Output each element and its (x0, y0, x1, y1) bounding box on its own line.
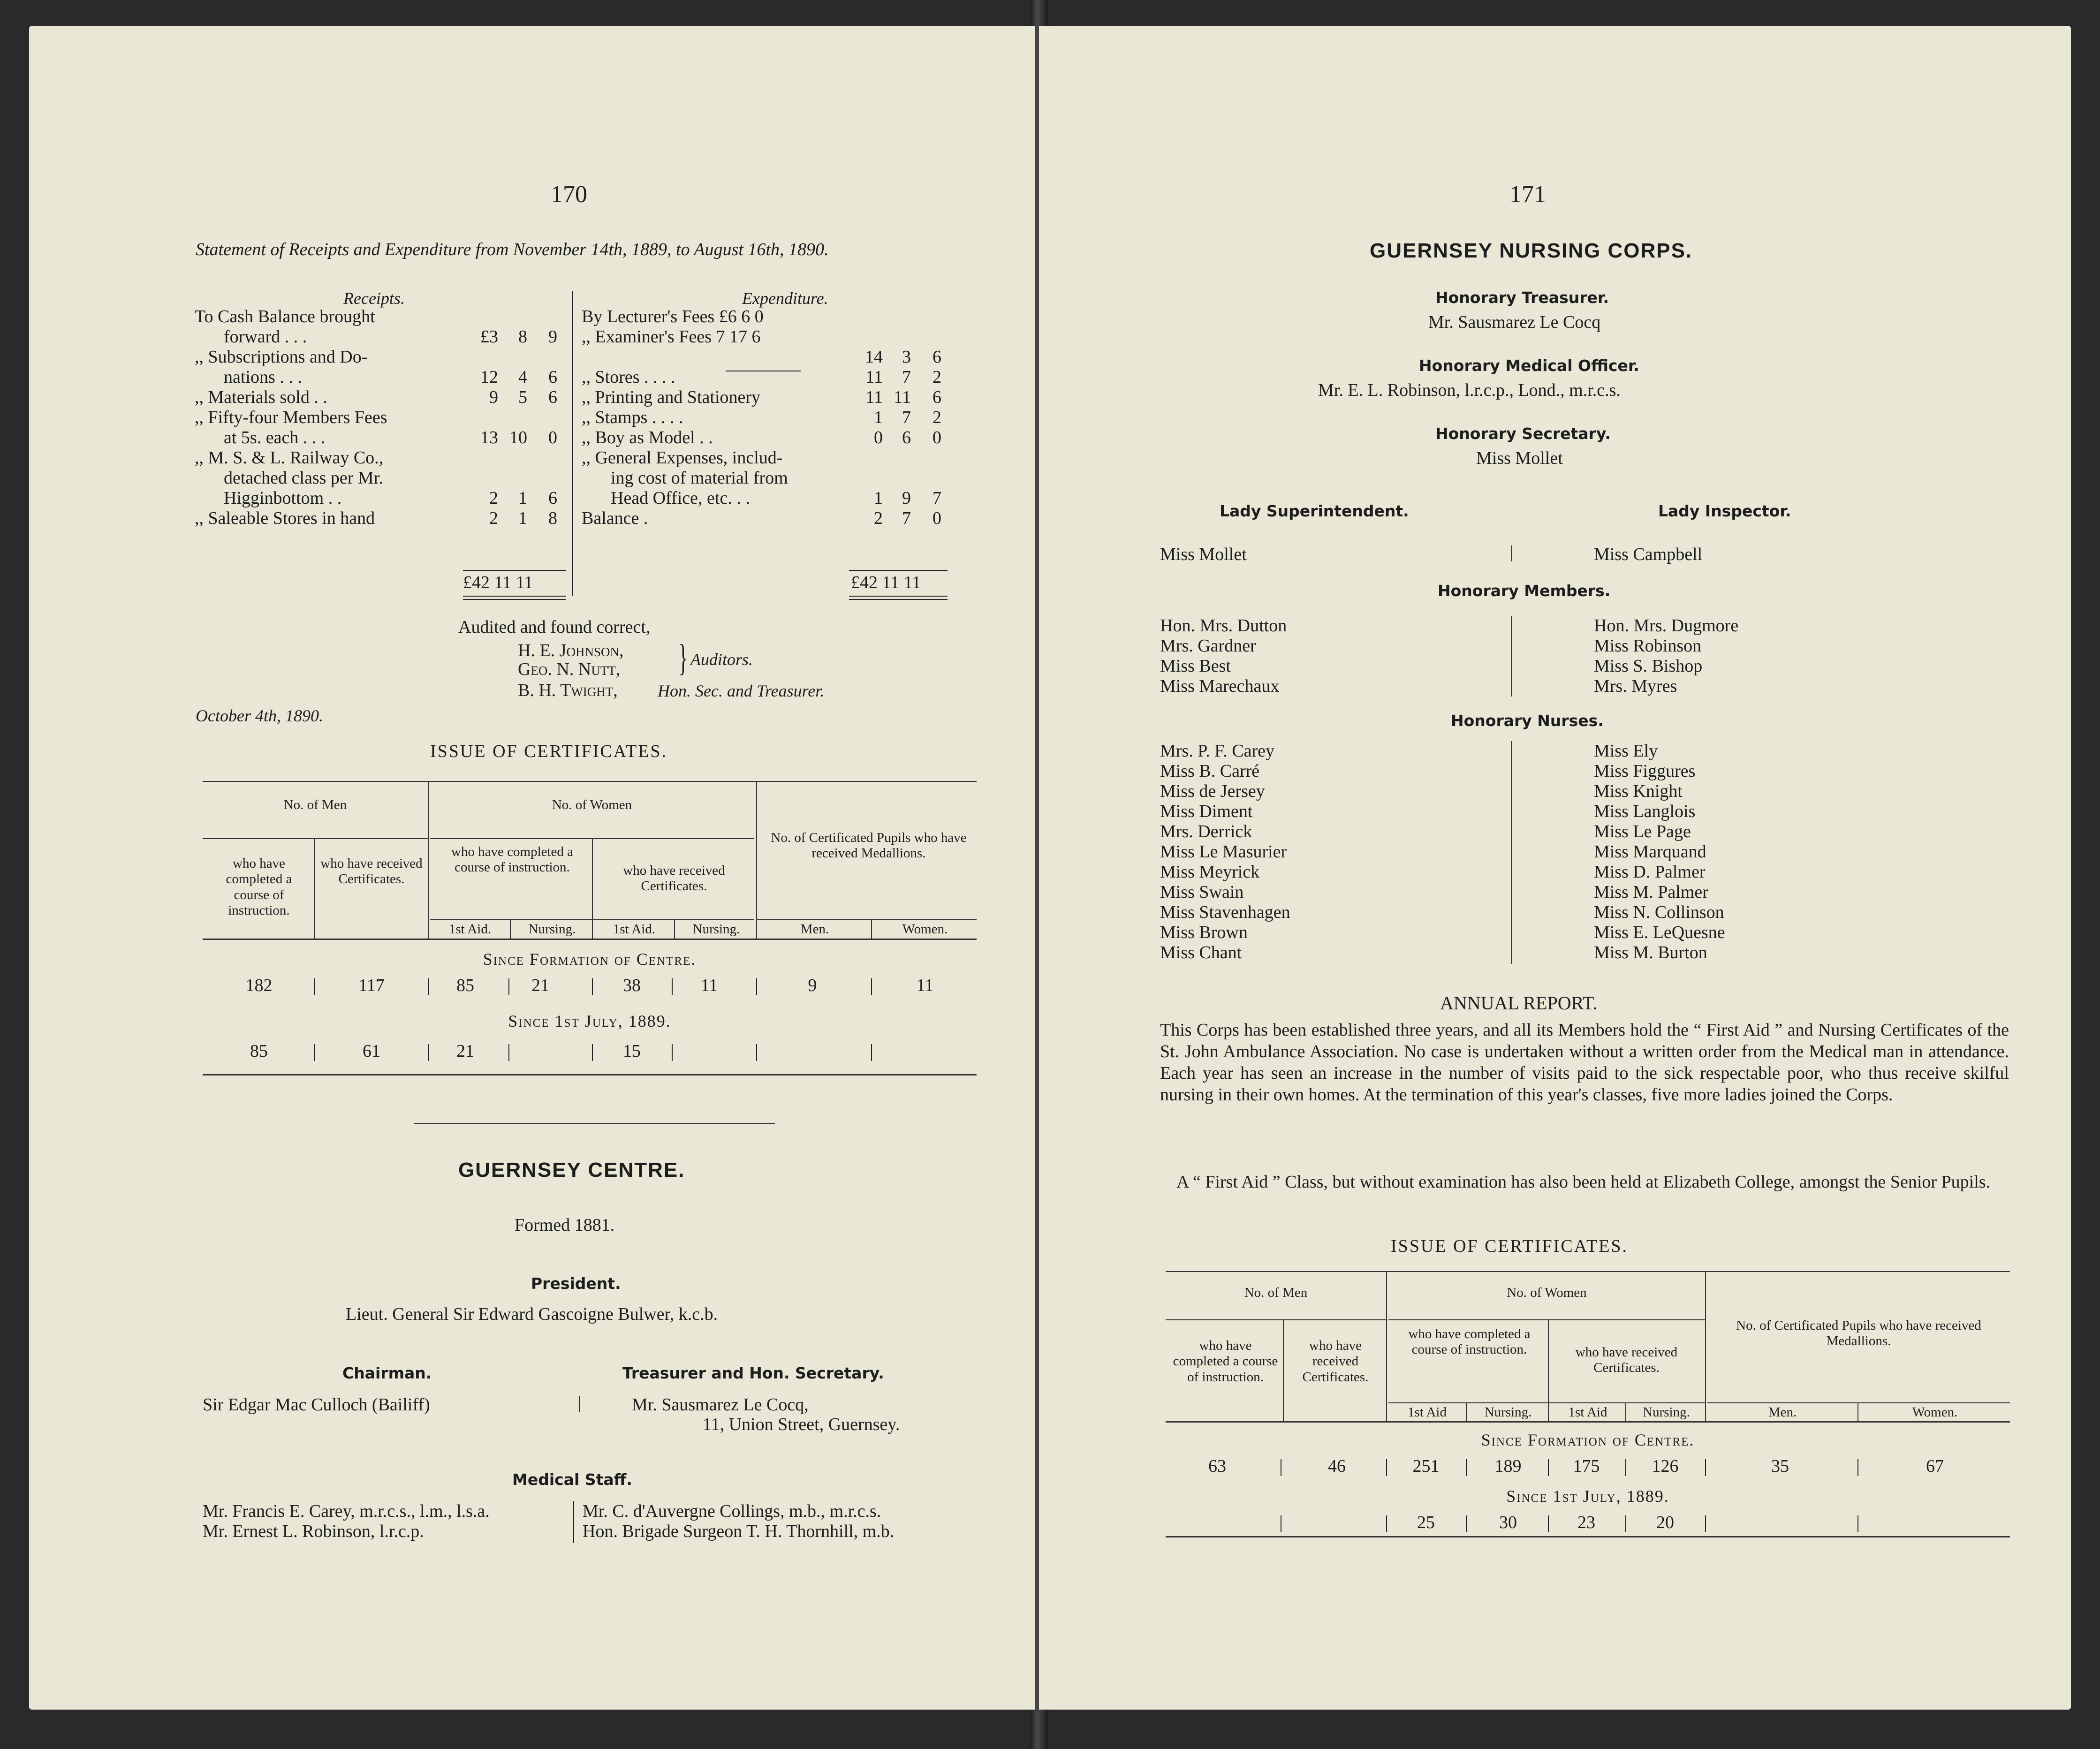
cell-separator (756, 978, 757, 995)
amount-shillings: 11 (894, 387, 911, 407)
men-medallions-header: Men. (800, 922, 829, 937)
amount-pence: 6 (548, 367, 557, 387)
amount-pence: 2 (932, 367, 941, 387)
list-item: Mrs. Derrick (1160, 822, 1252, 841)
table-cell: 46 (1328, 1456, 1346, 1476)
women-completed-header: who have completed a course of instruction. (451, 844, 574, 875)
amount-pence: 6 (932, 347, 941, 367)
hon-members-right-list (1594, 616, 1738, 697)
completed-course-header: who have completed a course of instruction. (1173, 1338, 1278, 1385)
amount-pounds: 11 (865, 367, 883, 387)
amount-pounds: 1 (874, 408, 883, 427)
expenditure-total-rule (849, 596, 948, 597)
since-formation-label: Since Formation of Centre. (483, 950, 697, 969)
certificates-table (203, 781, 977, 1081)
table-cell: 11 (916, 976, 934, 995)
amount-pence: 6 (548, 387, 557, 407)
account-line-label: at 5s. each . . . (224, 428, 326, 447)
annual-report-heading: ANNUAL REPORT. (1440, 992, 1598, 1014)
column-divider (1511, 616, 1512, 697)
cell-separator (1705, 1515, 1706, 1532)
medallions-header: No. of Certificated Pupils who have received Medallions. (1736, 1318, 1981, 1349)
since-july-label: Since 1st July, 1889. (1506, 1487, 1669, 1506)
receipts-heading: Receipts. (343, 289, 405, 308)
certificates-table (1166, 1271, 2010, 1538)
auditor-name: Geo. N. Nutt, (518, 659, 621, 679)
table-cell: 251 (1412, 1456, 1440, 1476)
women-medallions-header: Women. (902, 922, 948, 937)
audited-statement: Audited and found correct, (458, 617, 651, 637)
table-cell: 25 (1417, 1513, 1435, 1532)
receipts-total: £42 11 11 (463, 573, 533, 592)
amount-pence: 0 (932, 508, 941, 528)
list-item: Miss Diment (1160, 802, 1253, 821)
cell-separator (1466, 1459, 1467, 1476)
cell-separator (428, 1044, 429, 1061)
certificates-title: ISSUE OF CERTIFICATES. (430, 742, 668, 761)
amount-pounds: £3 (480, 327, 498, 347)
lady-superintendent-heading: Lady Superintendent. (1220, 502, 1409, 520)
amount-pounds: 2 (874, 508, 883, 528)
list-item: Hon. Mrs. Dutton (1160, 616, 1287, 636)
guernsey-centre-title: GUERNSEY CENTRE. (458, 1158, 685, 1181)
amount-shillings: 1 (518, 508, 527, 528)
expenditure-heading: Expenditure. (742, 289, 828, 308)
cell-separator (592, 978, 593, 995)
hon-nurses-heading: Honorary Nurses. (1451, 712, 1604, 730)
list-item: Mrs. Gardner (1160, 636, 1256, 656)
cell-separator (1548, 1515, 1549, 1532)
amount-pence: 8 (548, 508, 557, 528)
amount-pounds: 2 (489, 508, 498, 528)
women-received-header: who have received Certificates. (623, 863, 725, 894)
amount-shillings: 7 (902, 367, 911, 387)
cell-separator (871, 1044, 872, 1061)
list-item: Miss Figgures (1594, 761, 1696, 781)
amount-shillings: 7 (902, 508, 911, 528)
list-item: Miss Swain (1160, 882, 1244, 902)
table-cell: 38 (623, 976, 641, 995)
table-cell: 20 (1656, 1513, 1674, 1532)
account-line-label: ,, Examiner's Fees 7 17 6 (582, 327, 761, 347)
table-cell: 117 (358, 976, 385, 995)
nursing-header: Nursing. (1643, 1405, 1690, 1420)
cell-separator (1466, 1515, 1467, 1532)
right-page (1039, 26, 2071, 1710)
nursing-header: Nursing. (528, 922, 576, 937)
table-cell: 126 (1652, 1456, 1679, 1476)
women-completed-header: who have completed a course of instruction. (1408, 1326, 1531, 1357)
list-item: Miss Langlois (1594, 802, 1696, 821)
lady-superintendent-name: Miss Mollet (1160, 545, 1247, 564)
table-cell: 11 (700, 976, 718, 995)
column-divider (1511, 741, 1512, 964)
list-item: Miss B. Carré (1160, 761, 1260, 781)
left-page (29, 26, 1035, 1710)
table-cell: 85 (250, 1041, 268, 1061)
receipts-sum-rule (463, 570, 566, 571)
medical-staff-member: Mr. Ernest L. Robinson, l.r.c.p. (203, 1522, 424, 1541)
account-line-label: forward . . . (224, 327, 307, 347)
amount-pence: 0 (932, 428, 941, 447)
table-cell: 175 (1573, 1456, 1600, 1476)
receipts-total-rule (463, 596, 566, 597)
account-line-label: ,, Materials sold . . (195, 387, 327, 407)
section-divider (414, 1123, 775, 1124)
table-cell: 35 (1771, 1456, 1789, 1476)
women-medallions-header: Women. (1912, 1405, 1958, 1420)
cell-separator (508, 1044, 509, 1061)
medical-staff-member: Hon. Brigade Surgeon T. H. Thornhill, m.b. (583, 1522, 895, 1541)
cell-separator (508, 978, 509, 995)
amount-shillings: 5 (518, 387, 527, 407)
cell-separator (1705, 1459, 1706, 1476)
amount-pounds: 9 (489, 387, 498, 407)
chairman-heading: Chairman. (342, 1364, 432, 1382)
received-certs-header: who have received Certificates. (1302, 1338, 1369, 1385)
cell-separator (1625, 1459, 1626, 1476)
corps-title: GUERNSEY NURSING CORPS. (1370, 239, 1693, 262)
table-cell: 21 (456, 1041, 474, 1061)
hon-medical-heading: Honorary Medical Officer. (1419, 356, 1639, 375)
list-item: Miss Le Masurier (1160, 842, 1287, 862)
list-item: Miss D. Palmer (1594, 862, 1706, 882)
cell-separator (1386, 1459, 1387, 1476)
table-cell: 30 (1499, 1513, 1517, 1532)
hon-secretary-name: Miss Mollet (1476, 448, 1563, 468)
table-cell: 182 (245, 976, 273, 995)
list-item: Miss Chant (1160, 943, 1242, 962)
account-line-label: ing cost of material from (611, 468, 788, 488)
expenditure-sum-rule (849, 570, 948, 571)
hon-secretary-heading: Honorary Secretary. (1435, 424, 1611, 443)
first-aid-header: 1st Aid (1568, 1405, 1607, 1420)
divider (579, 1396, 580, 1412)
auditors-label: Auditors. (690, 650, 753, 669)
column-divider (572, 291, 573, 596)
account-line-label: ,, Subscriptions and Do- (195, 347, 368, 367)
women-received-header: who have received Certificates. (1575, 1345, 1678, 1376)
expenditure-total: £42 11 11 (851, 573, 921, 592)
men-medallions-header: Men. (1768, 1405, 1797, 1420)
auditor-name: H. E. Johnson, (518, 641, 624, 660)
cell-separator (672, 978, 673, 995)
hon-medical-name: Mr. E. L. Robinson, l.r.c.p., Lond., m.r.c.s. (1318, 380, 1621, 400)
first-aid-header: 1st Aid. (613, 922, 656, 937)
list-item: Miss Marquand (1594, 842, 1706, 862)
list-item: Miss Robinson (1594, 636, 1702, 656)
amount-pounds: 13 (480, 428, 498, 447)
table-cell: 9 (808, 976, 817, 995)
amount-shillings: 9 (902, 488, 911, 508)
cell-separator (756, 1044, 757, 1061)
cell-separator (428, 978, 429, 995)
nursing-header: Nursing. (692, 922, 740, 937)
list-item: Miss de Jersey (1160, 781, 1265, 801)
amount-shillings: 1 (518, 488, 527, 508)
expenditure-total-rule-2 (849, 599, 948, 600)
account-line-label: detached class per Mr. (224, 468, 383, 488)
medallions-header: No. of Certificated Pupils who have received Medallions. (771, 830, 967, 861)
amount-shillings: 7 (902, 408, 911, 427)
treasurer-address: 11, Union Street, Guernsey. (703, 1415, 900, 1434)
annual-report-paragraph: A “ First Aid ” Class, but without examination has also been held at Elizabeth College, amongst the Senior Pupils. (1176, 1172, 1991, 1192)
account-line-label: ,, Printing and Stationery (582, 387, 761, 407)
cell-separator (871, 978, 872, 995)
list-item: Miss Le Page (1594, 822, 1691, 841)
hon-treasurer-name: Mr. Sausmarez Le Cocq (1428, 312, 1601, 332)
amount-pounds: 0 (874, 428, 883, 447)
table-cell: 15 (623, 1041, 641, 1061)
list-item: Miss Knight (1594, 781, 1683, 801)
account-line-label: ,, Saleable Stores in hand (195, 508, 375, 528)
list-item: Hon. Mrs. Dugmore (1594, 616, 1739, 636)
receipts-total-rule-2 (463, 599, 566, 600)
cell-separator (314, 978, 315, 995)
cell-separator (592, 1044, 593, 1061)
amount-pence: 7 (932, 488, 941, 508)
account-line-label: ,, Stores . . . . (582, 367, 675, 387)
secretary-role: Hon. Sec. and Treasurer. (658, 681, 825, 700)
divider (573, 1501, 574, 1543)
account-line-label: Head Office, etc. . . (611, 488, 750, 508)
medical-staff-member: Mr. C. d'Auvergne Collings, m.b., m.r.c.s. (583, 1501, 881, 1521)
amount-pounds: 2 (489, 488, 498, 508)
amount-pence: 0 (548, 428, 557, 447)
amount-pounds: 1 (874, 488, 883, 508)
table-cell: 67 (1926, 1456, 1944, 1476)
amount-pounds: 12 (480, 367, 498, 387)
secretary-name: B. H. Twight, (518, 681, 618, 700)
medical-staff-member: Mr. Francis E. Carey, m.r.c.s., l.m., l.s.a. (203, 1501, 490, 1521)
page-number: 171 (1509, 181, 1546, 208)
account-line-label: ,, Boy as Model . . (582, 428, 713, 447)
account-line-label: To Cash Balance brought (195, 307, 375, 326)
women-header: No. of Women (552, 797, 632, 812)
president-heading: President. (531, 1274, 621, 1293)
page-number: 170 (551, 181, 587, 208)
first-aid-header: 1st Aid. (448, 922, 492, 937)
statement-title: Statement of Receipts and Expenditure from November 14th, 1889, to August 16th, 1890. (196, 240, 829, 259)
amount-pounds: 14 (865, 347, 883, 367)
cell-separator (1548, 1459, 1549, 1476)
hon-nurses-right-list (1594, 741, 1725, 963)
amount-pounds: 11 (865, 387, 883, 407)
treasurer-heading: Treasurer and Hon. Secretary. (622, 1364, 884, 1382)
list-item: Miss Ely (1594, 741, 1658, 761)
since-july-label: Since 1st July, 1889. (508, 1012, 671, 1030)
account-line-label: ,, Fifty-four Members Fees (195, 408, 387, 427)
list-item: Miss Brown (1160, 923, 1248, 942)
annual-report-paragraph: This Corps has been established three years, and all its Members hold the “ First Aid ” and Nursing Certificates of the St. John Ambulance Association. No case is undertaken without a written order from the Medical man in attendance. Each year has seen an increase in the number of visits paid to the sick respectable poor, who thus receive skilful nursing in their own homes. At the termination of this year's classes, five more ladies joined the Corps. (1160, 1020, 2009, 1105)
list-item: Miss M. Palmer (1594, 882, 1708, 902)
list-item: Miss N. Collinson (1594, 902, 1724, 922)
amount-pence: 9 (548, 327, 557, 347)
table-cell: 85 (456, 976, 474, 995)
cell-separator (1386, 1515, 1387, 1532)
medical-staff-heading: Medical Staff. (512, 1470, 632, 1489)
amount-shillings: 6 (902, 428, 911, 447)
first-aid-header: 1st Aid (1408, 1405, 1447, 1420)
certificates-title: ISSUE OF CERTIFICATES. (1391, 1236, 1629, 1256)
treasurer-name: Mr. Sausmarez Le Cocq, (632, 1395, 809, 1415)
since-formation-label: Since Formation of Centre. (1481, 1431, 1695, 1449)
cell-separator (1857, 1459, 1858, 1476)
lady-inspector-name: Miss Campbell (1594, 545, 1703, 564)
hon-members-heading: Honorary Members. (1438, 582, 1611, 600)
statement-date: October 4th, 1890. (196, 706, 323, 725)
list-item: Miss S. Bishop (1594, 656, 1703, 676)
formed-date: Formed 1881. (515, 1215, 615, 1235)
women-header: No. of Women (1507, 1285, 1587, 1300)
hon-treasurer-heading: Honorary Treasurer. (1435, 288, 1609, 307)
amount-pence: 2 (932, 408, 941, 427)
men-header: No. of Men (283, 797, 347, 812)
account-line-label: By Lecturer's Fees £6 6 0 (582, 307, 764, 326)
completed-course-header: who have completed a course of instruction. (226, 856, 292, 918)
amount-pence: 6 (932, 387, 941, 407)
table-cell: 63 (1208, 1456, 1226, 1476)
account-line-label: ,, General Expenses, includ- (582, 448, 783, 468)
nursing-header: Nursing. (1484, 1405, 1532, 1420)
amount-shillings: 10 (509, 428, 527, 447)
hon-members-left-list (1160, 616, 1287, 697)
president-name: Lieut. General Sir Edward Gascoigne Bulwer, k.c.b. (346, 1304, 718, 1324)
amount-shillings: 8 (518, 327, 527, 347)
list-item: Miss E. LeQuesne (1594, 923, 1725, 942)
divider (1511, 545, 1512, 561)
men-header: No. of Men (1244, 1285, 1308, 1300)
amount-shillings: 4 (518, 367, 527, 387)
cell-separator (672, 1044, 673, 1061)
table-cell: 23 (1577, 1513, 1595, 1532)
cell-separator (1625, 1515, 1626, 1532)
table-cell: 189 (1494, 1456, 1522, 1476)
received-certs-header: who have received Certificates. (320, 856, 423, 887)
hon-nurses-left-list (1160, 741, 1290, 963)
list-item: Mrs. Myres (1594, 676, 1677, 696)
list-item: Miss M. Burton (1594, 943, 1707, 962)
table-cell: 61 (363, 1041, 380, 1061)
list-item: Mrs. P. F. Carey (1160, 741, 1274, 761)
list-item: Miss Best (1160, 656, 1231, 676)
chairman-name: Sir Edgar Mac Culloch (Bailiff) (203, 1395, 430, 1415)
cell-separator (314, 1044, 315, 1061)
account-line-label: Higginbottom . . (224, 488, 342, 508)
list-item: Miss Stavenhagen (1160, 902, 1290, 922)
amount-pence: 6 (548, 488, 557, 508)
brace: } (678, 637, 688, 679)
account-line-label: ,, M. S. & L. Railway Co., (195, 448, 384, 468)
lady-inspector-heading: Lady Inspector. (1658, 502, 1791, 520)
list-item: Miss Meyrick (1160, 862, 1260, 882)
account-line-label: Balance . (582, 508, 648, 528)
list-item: Miss Marechaux (1160, 676, 1280, 696)
account-line-label: ,, Stamps . . . . (582, 408, 683, 427)
amount-shillings: 3 (902, 347, 911, 367)
account-line-label: nations . . . (224, 367, 302, 387)
table-cell: 21 (531, 976, 549, 995)
cell-separator (1857, 1515, 1858, 1532)
